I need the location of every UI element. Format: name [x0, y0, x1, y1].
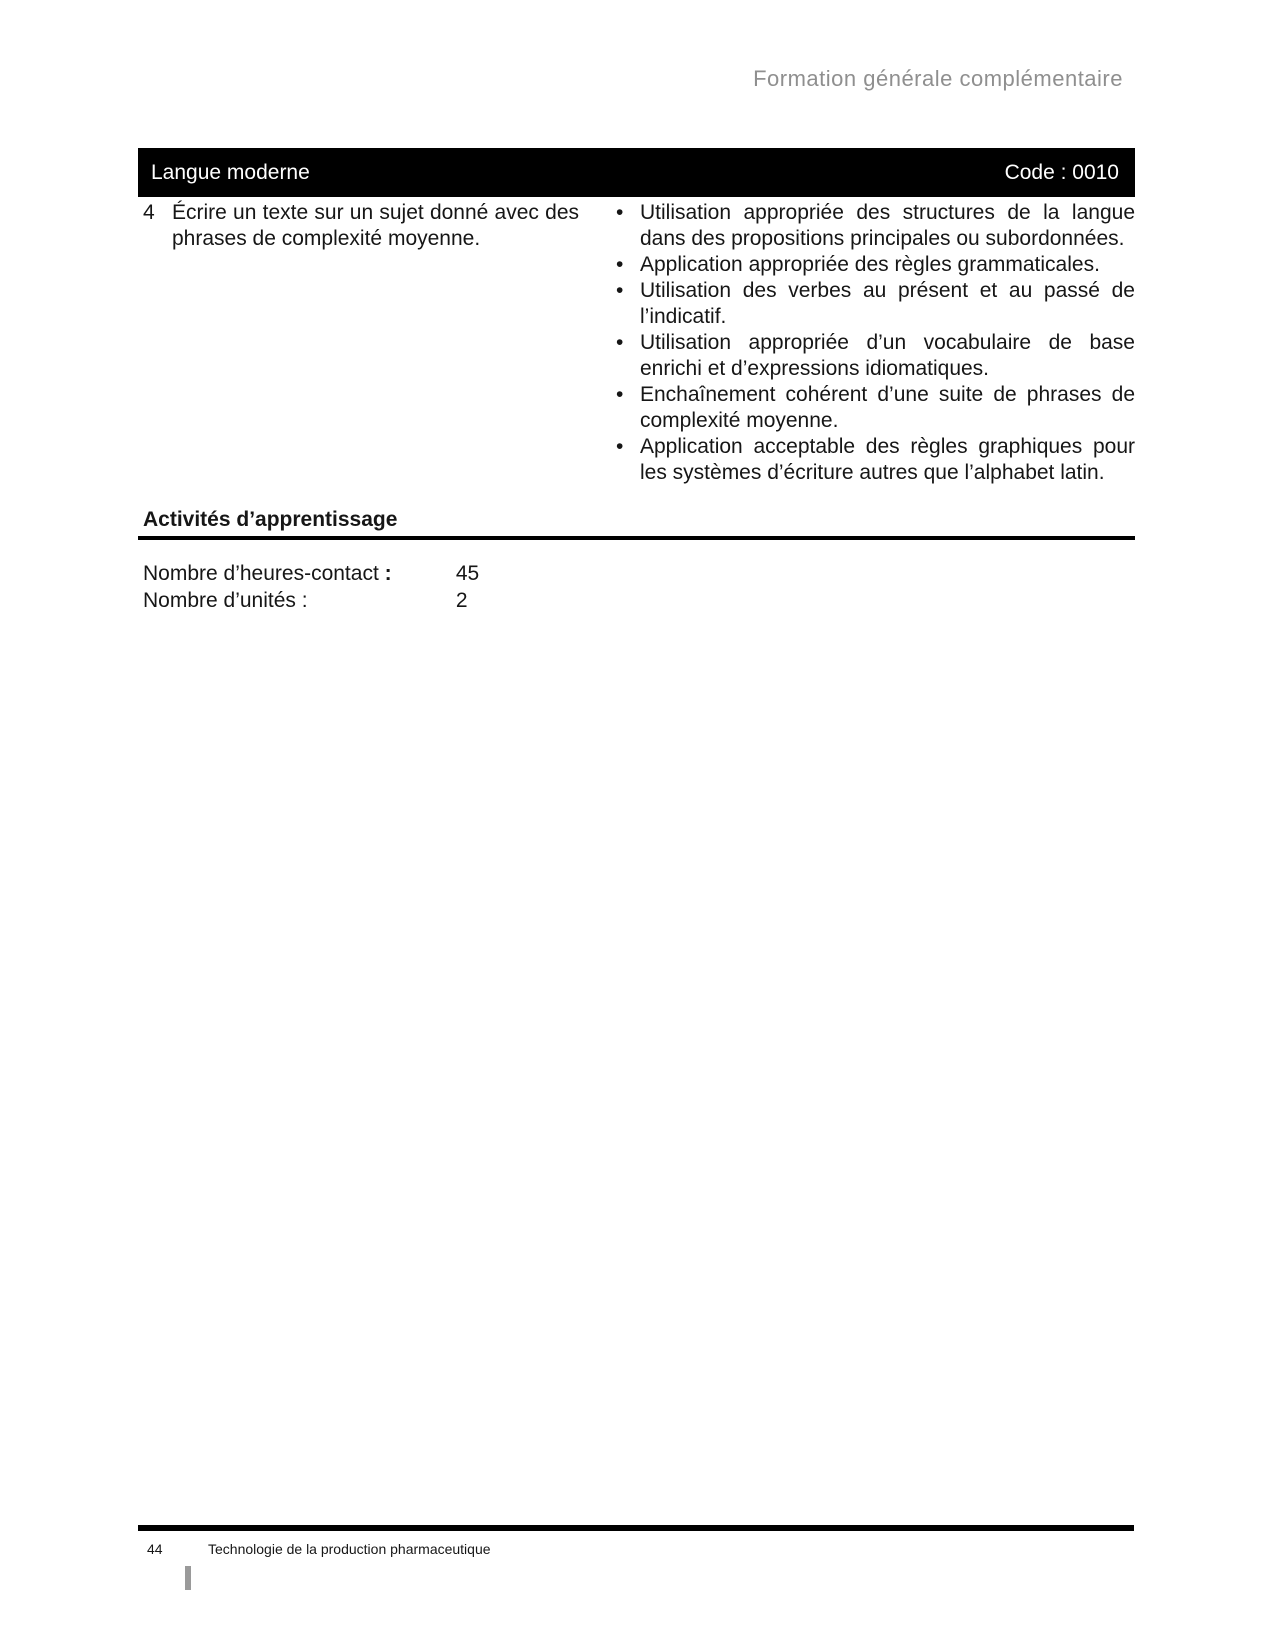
footer-marker-bar [185, 1566, 191, 1590]
footer-rule [138, 1525, 1134, 1531]
bullet-icon: • [616, 201, 624, 224]
bullet-icon: • [616, 279, 624, 302]
bullet-icon: • [616, 383, 624, 406]
bullet-icon: • [616, 435, 624, 458]
footer-doc-title: Technologie de la production pharmaceutique [208, 1541, 491, 1557]
running-header: Formation générale complémentaire [753, 66, 1123, 91]
footer-page-number: 44 [147, 1541, 163, 1557]
course-title-bar [138, 148, 1135, 197]
units-row [143, 587, 479, 614]
criteria-list [607, 200, 1135, 486]
units-value: 2 [455, 589, 468, 612]
hours-contact-colon: : [384, 562, 392, 585]
objective-number: 4 [143, 201, 155, 224]
hours-contact-label-text: Nombre d’heures-contact [143, 562, 379, 585]
bullet-icon: • [616, 331, 624, 354]
hours-contact-label [143, 560, 450, 587]
units-label: Nombre d’unités : [143, 589, 308, 612]
bullet-icon: • [616, 253, 624, 276]
hours-contact-value: 45 [455, 562, 480, 585]
criteria-text: Application acceptable des règles graphiques pour les systèmes d’écriture autres que l’alphabet latin. [640, 435, 1135, 484]
course-title: Langue moderne [151, 160, 310, 184]
activities-heading: Activités d’apprentissage [143, 508, 398, 531]
activities-rule [138, 536, 1135, 540]
criteria-item [607, 330, 1135, 382]
objective-text: Écrire un texte sur un sujet donné avec des phrases de complexité moyenne. [172, 201, 579, 250]
criteria-item [607, 434, 1135, 486]
criteria-item [607, 278, 1135, 330]
criteria-item [607, 200, 1135, 252]
criteria-text: Application appropriée des règles grammaticales. [640, 253, 1100, 276]
criteria-text: Utilisation appropriée d’un vocabulaire de base enrichi et d’expressions idiomatiques. [640, 331, 1135, 380]
criteria-item [607, 252, 1135, 278]
objective-block [143, 200, 579, 252]
hours-block [143, 560, 479, 614]
criteria-text: Utilisation des verbes au présent et au passé de l’indicatif. [640, 279, 1135, 328]
criteria-item [607, 382, 1135, 434]
criteria-text: Enchaînement cohérent d’une suite de phrases de complexité moyenne. [640, 383, 1135, 432]
hours-contact-row [143, 560, 479, 587]
criteria-text: Utilisation appropriée des structures de la langue dans des propositions principales ou subordonnées. [640, 201, 1135, 250]
course-code: Code : 0010 [1004, 160, 1119, 184]
